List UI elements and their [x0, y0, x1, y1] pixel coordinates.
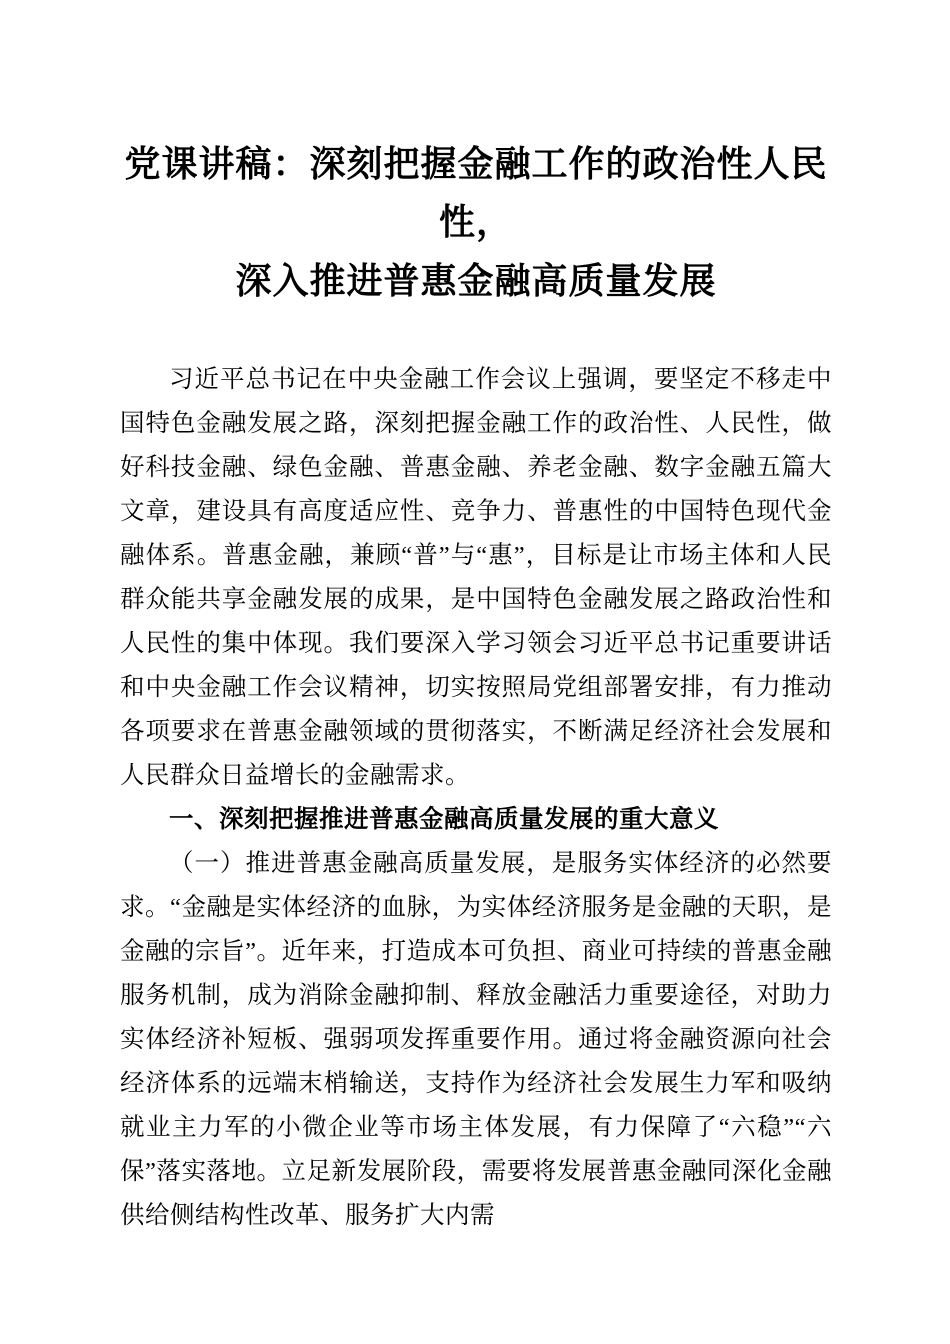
paragraph-intro: 习近平总书记在中央金融工作会议上强调，要坚定不移走中国特色金融发展之路，深刻把握金融工作的政治性、人民性，做好科技金融、绿色金融、普惠金融、养老金融、数字金融五篇大文章，建设具有高度适应性、竞争力、普惠性的中国特色现代金融体系。普惠金融，兼顾“普”与“惠”，目标是让市场主体和人民群众能共享金融发展的成果，是中国特色金融发展之路政治性和人民性的集中体现。我们要深入学习领会习近平总书记重要讲话和中央金融工作会议精神，切实按照局党组部署安排，有力推动各项要求在普惠金融领域的贯彻落实，不断满足经济社会发展和人民群众日益增长的金融需求。: [120, 365, 832, 789]
document-title: [120, 135, 832, 310]
title-line-2: 深入推进普惠金融高质量发展: [235, 260, 717, 301]
title-line-1: 党课讲稿：深刻把握金融工作的政治性人民性，: [124, 144, 828, 243]
paragraph-section-1-item-1: （一）推进普惠金融高质量发展，是服务实体经济的必然要求。“金融是实体经济的血脉，为实体经济服务是金融的天职，是金融的宗旨”。近年来，打造成本可负担、商业可持续的普惠金融服务机制，成为消除金融抑制、释放金融活力重要途径，对助力实体经济补短板、强弱项发挥重要作用。通过将金融资源向社会经济体系的远端末梢输送，支持作为经济社会发展生力军和吸纳就业主力军的小微企业等市场主体发展，有力保障了“六稳”“六保”落实落地。立足新发展阶段，需要将发展普惠金融同深化金融供给侧结构性改革、服务扩大内需: [120, 849, 832, 1229]
section-heading-1: 一、深刻把握推进普惠金融高质量发展的重大意义: [169, 805, 719, 833]
document-body: [120, 358, 832, 1238]
